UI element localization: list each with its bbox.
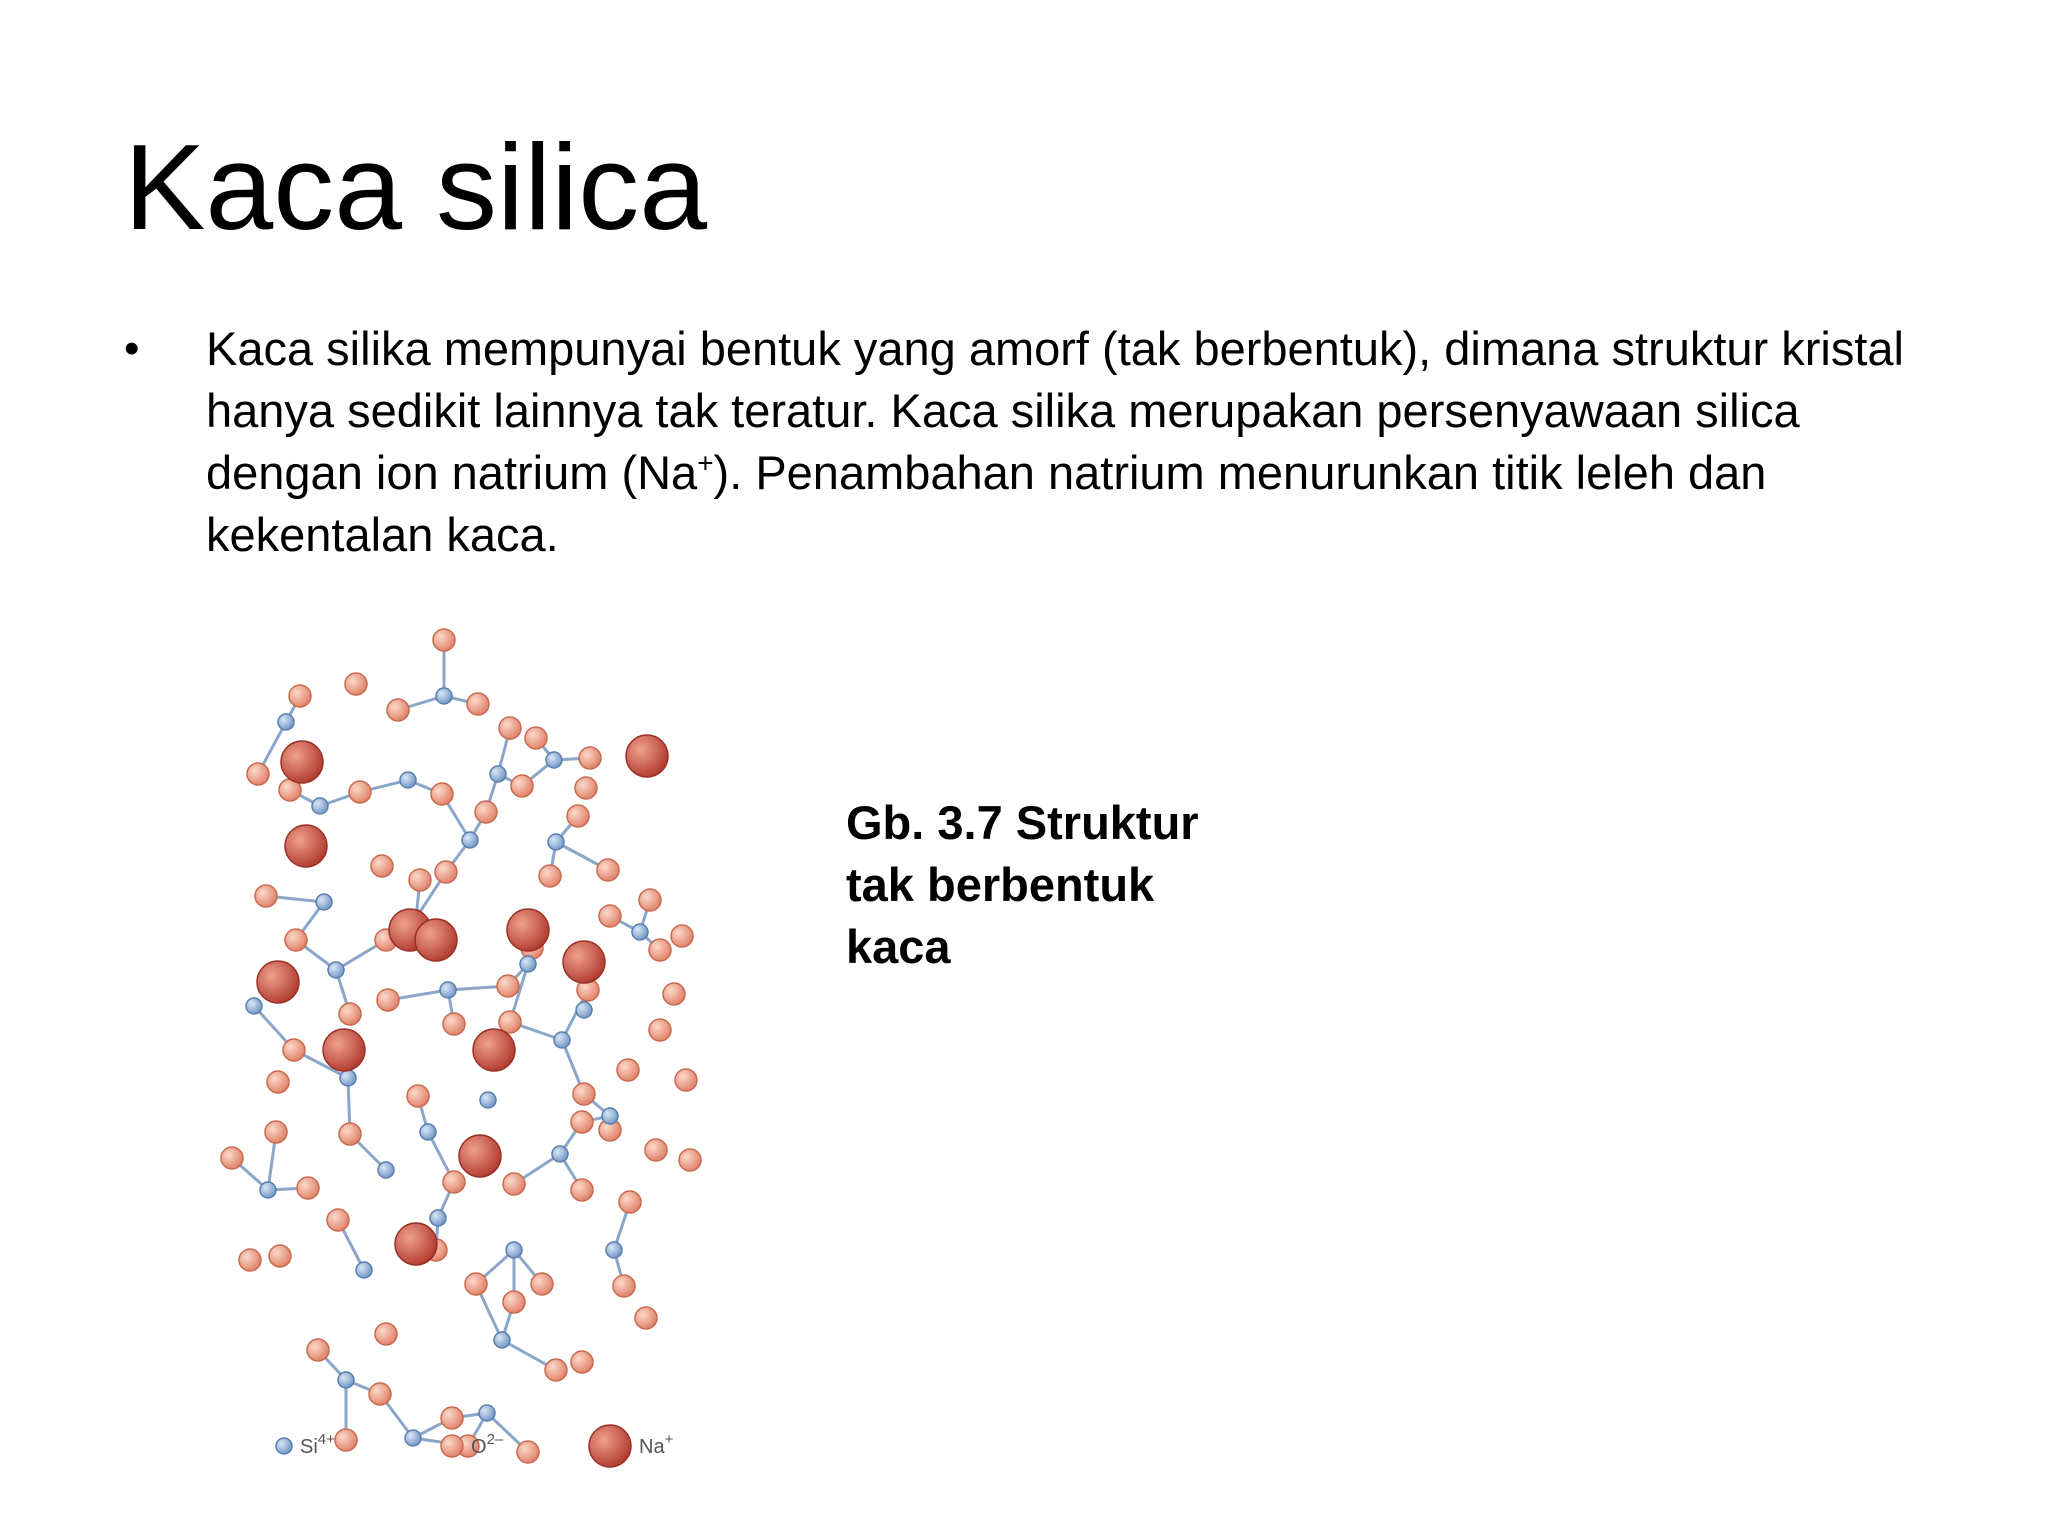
oxygen-atom — [475, 801, 497, 823]
oxygen-atom — [675, 1069, 697, 1091]
sodium-ion — [257, 961, 299, 1003]
silicon-atom — [338, 1372, 354, 1388]
slide-title: Kaca silica — [124, 119, 708, 255]
oxygen-atom — [339, 1003, 361, 1025]
oxygen-atom — [247, 763, 269, 785]
oxygen-atom — [407, 1085, 429, 1107]
oxygen-atom — [573, 1083, 595, 1105]
oxygen-atom — [349, 781, 371, 803]
silicon-atom — [430, 1210, 446, 1226]
legend-na-label: Na+ — [639, 1431, 674, 1458]
oxygen-atom — [267, 1071, 289, 1093]
silicon-atom — [278, 714, 294, 730]
oxygen-atom — [517, 1441, 539, 1463]
silicon-atom — [520, 956, 536, 972]
silicon-atom — [632, 924, 648, 940]
oxygen-atom — [375, 1323, 397, 1345]
oxygen-atom — [221, 1147, 243, 1169]
silicon-atom — [606, 1242, 622, 1258]
oxygen-atom — [443, 1013, 465, 1035]
oxygen-atom — [571, 1179, 593, 1201]
oxygen-atom — [545, 1359, 567, 1381]
bullet-text — [206, 318, 1946, 566]
oxygen-atom — [649, 1019, 671, 1041]
silicon-atom — [436, 688, 452, 704]
figure-caption: Gb. 3.7 Struktur tak berbentuk kaca — [846, 796, 1199, 973]
silicon-atom — [440, 982, 456, 998]
oxygen-atom — [679, 1149, 701, 1171]
silicon-atom — [420, 1124, 436, 1140]
silicon-atom — [316, 894, 332, 910]
silicon-atom — [576, 1002, 592, 1018]
oxygen-atom — [297, 1177, 319, 1199]
glass-structure-figure — [190, 610, 770, 1490]
oxygen-atom — [345, 673, 367, 695]
oxygen-atom — [371, 855, 393, 877]
oxygen-atom — [639, 889, 661, 911]
oxygen-atom — [663, 983, 685, 1005]
oxygen-atom — [283, 1039, 305, 1061]
oxygen-atom — [671, 925, 693, 947]
silicon-atom — [340, 1070, 356, 1086]
silicon-atom — [602, 1108, 618, 1124]
oxygen-atom — [265, 1121, 287, 1143]
oxygen-atom — [635, 1307, 657, 1329]
oxygen-atom — [465, 1273, 487, 1295]
oxygen-atom — [575, 777, 597, 799]
silicon-atom — [312, 798, 328, 814]
silicon-atom — [548, 834, 564, 850]
sodium-ion — [563, 941, 605, 983]
oxygen-atom — [435, 861, 457, 883]
silicon-atom — [494, 1332, 510, 1348]
oxygen-atom — [649, 939, 671, 961]
bullet-marker: • — [124, 324, 140, 373]
oxygen-atom — [387, 699, 409, 721]
oxygen-atom — [239, 1249, 261, 1271]
oxygen-atom — [511, 775, 533, 797]
sodium-ion — [626, 735, 668, 777]
sodium-ion — [323, 1029, 365, 1071]
atoms-layer — [221, 629, 701, 1463]
oxygen-atom — [499, 1011, 521, 1033]
oxygen-atom — [525, 727, 547, 749]
oxygen-atom — [571, 1111, 593, 1133]
oxygen-atom — [599, 905, 621, 927]
oxygen-atom — [369, 1383, 391, 1405]
oxygen-atom — [617, 1059, 639, 1081]
oxygen-atom — [613, 1275, 635, 1297]
oxygen-atom — [499, 717, 521, 739]
silicon-atom — [356, 1262, 372, 1278]
silicon-atom — [328, 962, 344, 978]
sodium-ion — [507, 909, 549, 951]
silicon-atom — [554, 1032, 570, 1048]
bullet-superscript: + — [697, 447, 714, 479]
amorphous-silica-diagram — [190, 610, 770, 1490]
sodium-ion — [459, 1135, 501, 1177]
legend-o-label: $O^{2-}$ — [471, 1431, 504, 1458]
legend-si-label: $Si^{4+}$ — [300, 1431, 335, 1458]
silicon-atom — [546, 752, 562, 768]
oxygen-atom — [497, 975, 519, 997]
sodium-ion — [395, 1223, 437, 1265]
oxygen-atom — [327, 1209, 349, 1231]
oxygen-atom — [531, 1273, 553, 1295]
sodium-ion — [473, 1029, 515, 1071]
sodium-ion — [415, 919, 457, 961]
oxygen-atom — [443, 1171, 465, 1193]
legend-si-swatch — [276, 1438, 292, 1454]
oxygen-atom — [269, 1245, 291, 1267]
oxygen-atom — [255, 885, 277, 907]
silicon-atom — [479, 1405, 495, 1421]
silicon-atom — [490, 766, 506, 782]
oxygen-atom — [285, 929, 307, 951]
silicon-atom — [405, 1430, 421, 1446]
legend-na-swatch — [589, 1425, 631, 1467]
legend-o-swatch — [441, 1435, 463, 1457]
oxygen-atom — [339, 1123, 361, 1145]
oxygen-atom — [597, 859, 619, 881]
oxygen-atom — [539, 865, 561, 887]
silicon-atom — [260, 1182, 276, 1198]
oxygen-atom — [467, 693, 489, 715]
oxygen-atom — [645, 1139, 667, 1161]
silicon-atom — [378, 1162, 394, 1178]
silicon-atom — [480, 1092, 496, 1108]
silicon-atom — [506, 1242, 522, 1258]
oxygen-atom — [307, 1339, 329, 1361]
bullet-text-before: Kaca silika mempunyai bentuk yang amorf (tak berbentuk), dimana struktur kristal hanya sedikit lainnya tak teratur. Kaca silika merupakan persenyawaan silica dengan ion natrium (Na — [206, 322, 1904, 499]
oxygen-atom — [503, 1291, 525, 1313]
oxygen-atom — [335, 1429, 357, 1451]
silicon-atom — [246, 998, 262, 1014]
oxygen-atom — [579, 747, 601, 769]
silicon-atom — [400, 772, 416, 788]
silicon-atom — [552, 1146, 568, 1162]
oxygen-atom — [571, 1351, 593, 1373]
oxygen-atom — [503, 1173, 525, 1195]
oxygen-atom — [441, 1407, 463, 1429]
silicon-atom — [462, 832, 478, 848]
oxygen-atom — [377, 989, 399, 1011]
oxygen-atom — [567, 805, 589, 827]
oxygen-atom — [433, 629, 455, 651]
oxygen-atom — [619, 1191, 641, 1213]
oxygen-atom — [409, 869, 431, 891]
sodium-ion — [285, 825, 327, 867]
bullet-text-after: ). Penambahan natrium menurunkan titik leleh dan kekentalan kaca. — [206, 446, 1767, 561]
oxygen-atom — [431, 783, 453, 805]
oxygen-atom — [289, 685, 311, 707]
sodium-ion — [281, 741, 323, 783]
